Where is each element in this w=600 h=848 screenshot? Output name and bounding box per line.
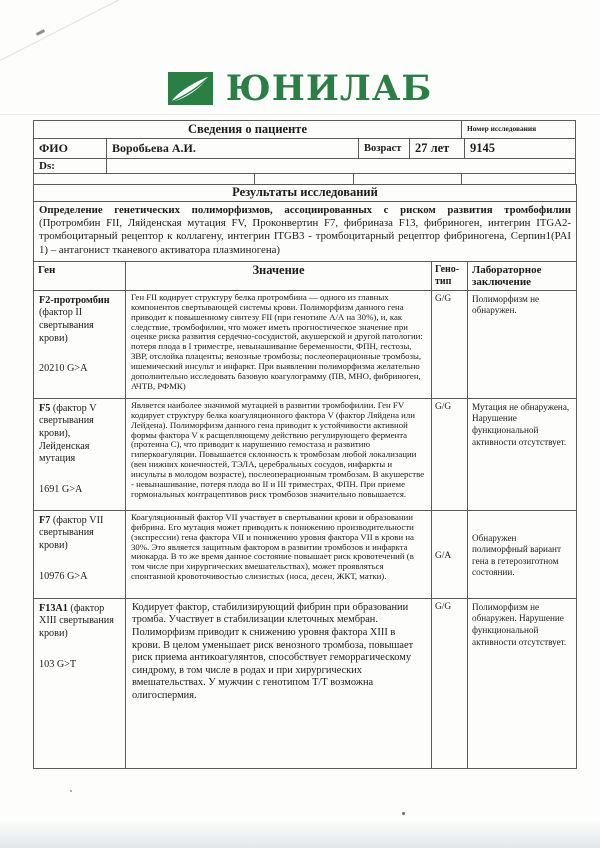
column-header-genotype: Гено-тип [432, 261, 468, 290]
gene-variant: 1691 G>A [39, 483, 83, 495]
gene-variant: 10976 G>A [39, 570, 88, 582]
column-header-value: Значение [126, 261, 432, 290]
genotype-value: G/G [432, 290, 468, 398]
scan-crease-mark [36, 29, 45, 36]
results-column-header-row [34, 261, 577, 290]
patient-section-title: Сведения о пациенте [188, 122, 307, 136]
gene-cell [34, 598, 126, 768]
gene-value-text: Является наиболее значимой мутацией в развитии тромбофилии. Ген FV кодирует структуру белка коагуляционного фактора V (фактор Ляйдена или Лейдена). Полиморфизм данного гена приводит к устойчивости активной формы фактора V к расщепляющему действию регулирующего фермента (протеина С), что приводит к нарушению гемостаза и развитию гиперкоагуляции. Повышается склонность к тромбозам любой локализации (вен нижних конечностей, ТЭЛА, церебральных сосудов, инфаркты и инсульты в молодом возрасте), послеоперационным тромбозам. В акушерстве - невынашивание, потеря плода во II и III триместрах, ФПН. При приеме гормональных контрацептивов риск тромбозов значительно повышается. [126, 398, 432, 510]
patient-fio-row [34, 138, 575, 158]
gene-name: F13A1 [39, 602, 68, 614]
patient-ds-row [34, 158, 575, 173]
unilab-logo [0, 68, 600, 109]
gene-value-text: Ген FII кодирует структуру белка протромбина — одного из главных компонентов свертывающей системы крови. Полиморфизм данного гена приводит к повышенному синтезу FII (при генотипе А/А на 30%), и, как следствие, тромбофилии, что может иметь прогностическое значение при оценке риска развития сердечно-сосудистой, акушерской и другой патологии: потеря плода в I триместре, невынашивание беременности, ФПН, гестозы, ЗВР, отслойка плаценты; венозные тромбозы; послеоперационные тромбозы, ишемический инсульт и инфаркт. При выявлении полиморфизма желательно дополнительно исследовать базовую коагулограмму (ПВ, МНО, фибриноген, АЧТВ, РФМК) [126, 290, 432, 398]
results-intro-row [34, 202, 577, 262]
column-header-conclusion: Лабораторное заключение [468, 261, 577, 290]
divider [461, 174, 462, 184]
scan-crease [0, 0, 126, 65]
patient-empty-row [34, 173, 575, 184]
scan-speck [402, 812, 405, 815]
results-intro [34, 202, 577, 262]
gene-description: (фактор V свертывания крови), Лейденская мутация [39, 402, 97, 465]
gene-name: F2-протромбин [39, 294, 110, 306]
gene-cell [34, 510, 126, 598]
lab-conclusion: Мутация не обнаружена, Нарушение функциональной активности отсутствует. [468, 398, 577, 510]
logo-text: ЮНИЛАБ [225, 68, 433, 109]
results-intro-rest: (Протромбин FII, Ляйденская мутация FV, Проконвертин F7, фибриназа F13, фибриноген, интегрин ITGA2- тромбоцитарный рецептор к коллагену, интегрин ITGB3 - тромбоцитарный рецептор фибриногена, Серпин1(PAI 1) – антагонист тканевого активатора плазминогена) [39, 217, 571, 256]
column-header-gene: Ген [34, 261, 126, 290]
genotype-value: G/G [432, 398, 468, 510]
lab-conclusion: Обнаружен полиморфный вариант гена в гетерозиготном состоянии. [468, 510, 577, 598]
patient-header-row [34, 121, 575, 138]
scan-bottom-shadow [0, 820, 600, 848]
scan-shadow-line [0, 114, 600, 115]
divider [353, 174, 354, 184]
gene-value-text: Коагуляционный фактор VII участвует в свертывании крови и образовании фибрина. Его мутация может приводить к понижению производительности (экспрессии) гена фактора VII и понижению уровня фактора VII в крови на 30%. Это является защитным фактором в развитии тромбозов и инфаркта миокарда. В то же время данное состояние повышает риск кровотечений (в том числе при хирургических вмешательствах), может проявляться спонтанной кровоточивостью слизистых (носа, десен, ЖКТ, матки). [126, 510, 432, 598]
gene-description: (фактор VII свертывания крови) [39, 514, 104, 551]
study-number-label: Номер исследования [461, 121, 575, 138]
ds-value-empty [106, 159, 575, 173]
gene-value-text: Кодирует фактор, стабилизирующий фибрин при образовании тромба. Участвует в стабилизации клеточных мембран. Полиморфизм приводит к снижению уровня фактора XIII в крови. В целом уменьшает риск венозного тромбоза, повышает риск приема антикоагулянтов, способствует геморрагическому синдрому, в том числе в родах и при хирургических вмешательствах. У мужчин с генотипом Т/Т возможна олигоспермия. [126, 598, 432, 768]
gene-cell [34, 398, 126, 510]
ds-label: Ds: [39, 160, 55, 172]
gene-name: F7 [39, 514, 51, 526]
scan-speck [70, 790, 72, 792]
fio-label: ФИО [39, 141, 68, 155]
age-label: Возраст [358, 139, 409, 158]
divider [254, 174, 255, 184]
patient-info-table [33, 120, 576, 185]
gene-name: F5 [39, 402, 51, 414]
genotype-value: G/A [432, 510, 468, 598]
gene-row-f5 [34, 398, 577, 510]
leaf-icon [168, 72, 213, 105]
lab-conclusion: Полиморфизм не обнаружен. Нарушение функциональной активности отсутствует. [468, 598, 577, 768]
study-number-value: 9145 [464, 139, 575, 158]
gene-row-f13a1 [34, 598, 577, 768]
age-value: 27 лет [409, 139, 464, 158]
gene-row-f2 [34, 290, 577, 398]
genotype-value: G/G [432, 598, 468, 768]
gene-row-f7 [34, 510, 577, 598]
gene-variant: 103 G>T [39, 658, 77, 670]
lab-conclusion: Полиморфизм не обнаружен. [468, 290, 577, 398]
gene-description: (фактор II свертывания крови) [39, 307, 94, 344]
results-table [33, 184, 577, 769]
results-title-row [34, 185, 577, 202]
gene-cell [34, 290, 126, 398]
results-section-title: Результаты исследований [34, 185, 577, 202]
gene-description: (фактор XIII свертывания крови) [39, 602, 114, 639]
gene-variant: 20210 G>A [39, 363, 88, 375]
results-intro-bold: Определение генетических полиморфизмов, ассоциированных с риском развития тромбофилии [39, 204, 571, 216]
fio-value: Воробьева А.И. [106, 139, 358, 158]
